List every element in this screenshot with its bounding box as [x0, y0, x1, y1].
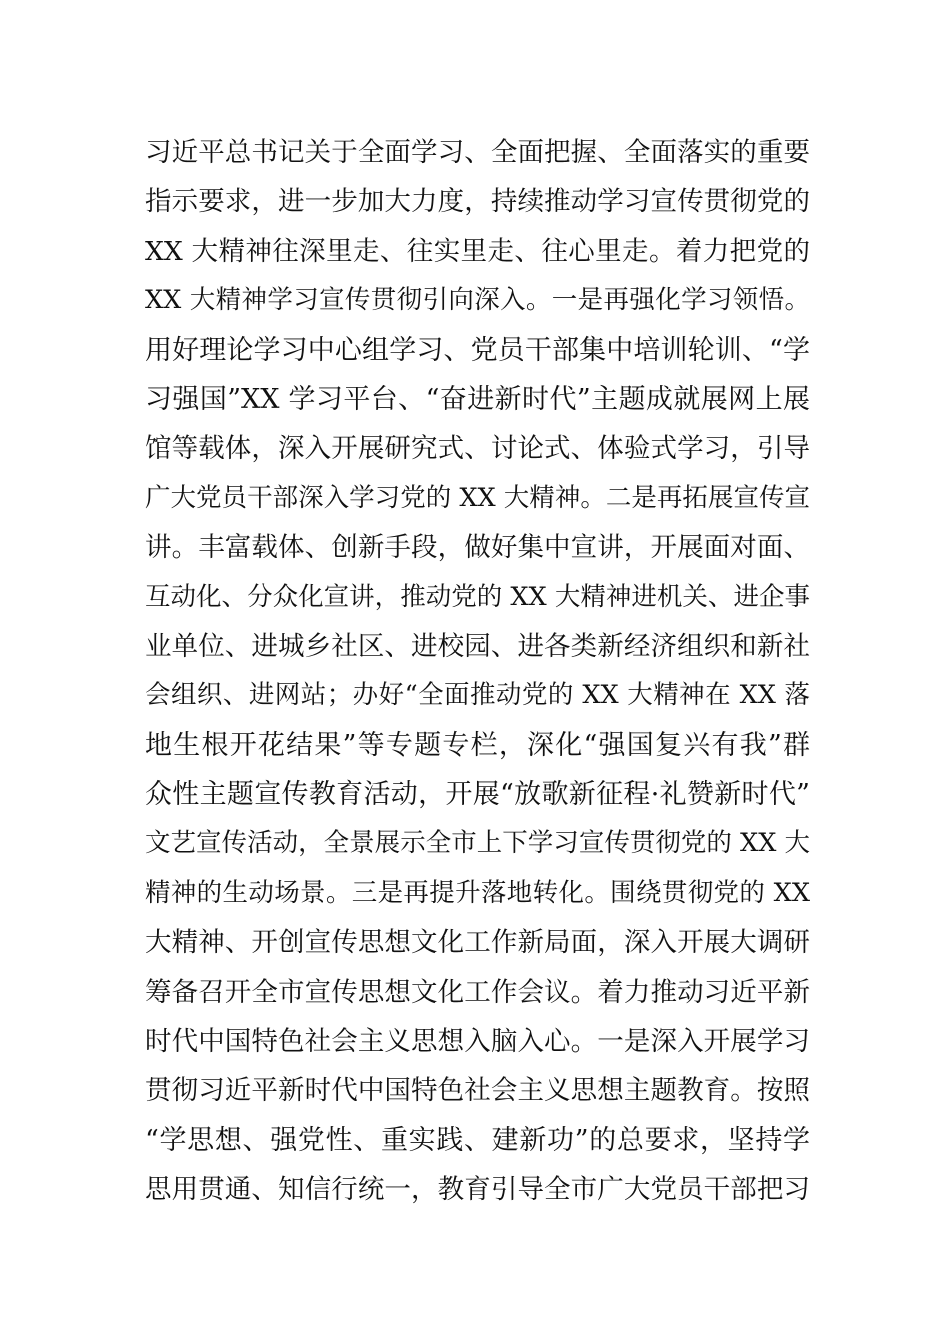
text-line: 业单位、进城乡社区、进校园、进各类新经济组织和新社: [145, 630, 810, 662]
text-line: 会组织、进网站；办好“全面推动党的 XX 大精神在 XX 落: [145, 680, 810, 711]
text-line: 习近平总书记关于全面学习、全面把握、全面落实的重要: [145, 137, 810, 168]
text-line: 筹备召开全市宣传思想文化工作会议。着力推动习近平新: [145, 976, 810, 1008]
text-line: 文艺宣传活动，全景展示全市上下学习宣传贯彻党的 XX 大: [145, 828, 810, 859]
text-line: XX 大精神往深里走、往实里走、往心里走。着力把党的: [145, 235, 810, 267]
text-line: 精神的生动场景。三是再提升落地转化。围绕贯彻党的 XX: [145, 877, 810, 908]
text-line: 时代中国特色社会主义思想入脑入心。一是深入开展学习: [145, 1026, 810, 1058]
text-line: 用好理论学习中心组学习、党员干部集中培训轮训、“学: [145, 334, 810, 366]
text-line: 习强国”XX 学习平台、“奋进新时代”主题成就展网上展: [145, 383, 810, 415]
text-line: 讲。丰富载体、创新手段，做好集中宣讲，开展面对面、: [145, 532, 810, 564]
text-line: 众性主题宣传教育活动，开展“放歌新征程·礼赞新时代”: [145, 779, 810, 811]
text-line: 互动化、分众化宣讲，推动党的 XX 大精神进机关、进企事: [145, 581, 810, 612]
text-line: “学思想、强党性、重实践、建新功”的总要求，坚持学: [145, 1124, 810, 1156]
text-line: 思用贯通、知信行统一，教育引导全市广大党员干部把习: [145, 1174, 810, 1206]
text-line: 馆等载体，深入开展研究式、讨论式、体验式学习，引导: [145, 433, 810, 465]
text-line: 地生根开花结果”等专题专栏，深化“强国复兴有我”群: [145, 729, 810, 761]
text-line: 广大党员干部深入学习党的 XX 大精神。二是再拓展宣传宣: [145, 482, 810, 513]
text-line: XX 大精神学习宣传贯彻引向深入。一是再强化学习领悟。: [145, 285, 810, 316]
text-line: 大精神、开创宣传思想文化工作新局面，深入开展大调研: [145, 927, 810, 959]
text-line: 贯彻习近平新时代中国特色社会主义思想主题教育。按照: [145, 1075, 810, 1107]
text-line: 指示要求，进一步加大力度，持续推动学习宣传贯彻党的: [145, 186, 810, 218]
body-text: [145, 128, 810, 1215]
